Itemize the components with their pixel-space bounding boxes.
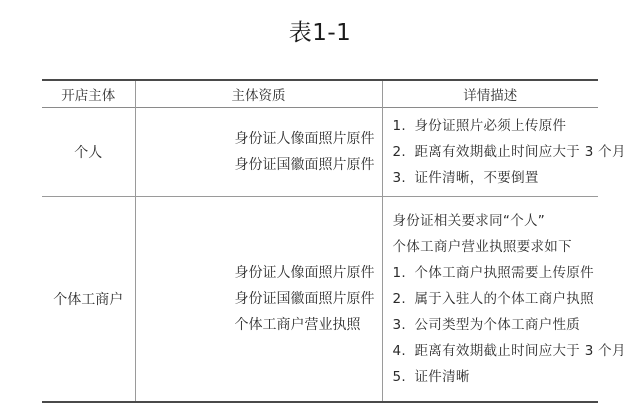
detail-item <box>383 338 626 364</box>
qualification-cell <box>135 108 382 197</box>
header-detail-description: 详情描述 <box>382 80 598 108</box>
qualification-cell <box>135 197 382 403</box>
header-store-entity: 开店主体 <box>61 88 116 104</box>
detail-item-text: 证件清晰 <box>414 369 470 385</box>
qualification-item: 身份证国徽面照片原件 <box>234 291 375 307</box>
detail-item-text: 距离有效期截止时间应大于 3 个月 <box>414 343 626 359</box>
detail-item-text: 距离有效期截止时间应大于 3 个月 <box>414 144 626 160</box>
detail-note: 个体工商户营业执照要求如下 <box>392 239 572 255</box>
qualification-item: 身份证国徽面照片原件 <box>234 157 375 173</box>
detail-item-number: 3. <box>392 317 406 333</box>
qualification-item: 身份证人像面照片原件 <box>234 265 375 281</box>
detail-item-number: 4. <box>392 343 406 359</box>
entity-type-cell: 个人 <box>74 145 103 161</box>
detail-item-number: 1. <box>392 265 406 281</box>
header-entity-qualification: 主体资质 <box>135 80 382 108</box>
detail-item <box>383 260 599 286</box>
detail-item <box>383 286 599 312</box>
detail-item <box>383 139 626 165</box>
detail-item-number: 2. <box>392 144 406 160</box>
qualification-item: 个体工商户营业执照 <box>234 317 361 333</box>
detail-item-text: 属于入驻人的个体工商户执照 <box>414 291 594 307</box>
detail-item-text: 身份证照片必须上传原件 <box>414 118 567 134</box>
detail-cell <box>382 197 626 403</box>
detail-item-text: 证件清晰，不要倒置 <box>414 170 539 186</box>
detail-item-text: 公司类型为个体工商户性质 <box>414 317 581 333</box>
table-title: 表1-1 <box>288 20 352 46</box>
table-row-individual-business <box>42 197 598 403</box>
detail-item-number: 5. <box>392 369 406 385</box>
detail-item <box>383 113 599 139</box>
detail-item <box>383 364 599 390</box>
detail-item-text: 个体工商户执照需要上传原件 <box>414 265 594 281</box>
detail-item <box>383 312 599 338</box>
table-header-row <box>42 80 598 108</box>
detail-note: 身份证相关要求同“个人” <box>392 213 546 229</box>
detail-item-number: 1. <box>392 118 406 134</box>
entity-type-cell: 个体工商户 <box>53 292 124 308</box>
requirements-table <box>42 79 626 403</box>
detail-cell <box>382 108 626 197</box>
table-row-personal <box>42 108 598 197</box>
detail-item <box>383 165 599 191</box>
qualification-item: 身份证人像面照片原件 <box>234 131 375 147</box>
detail-item-number: 3. <box>392 170 406 186</box>
detail-item-number: 2. <box>392 291 406 307</box>
